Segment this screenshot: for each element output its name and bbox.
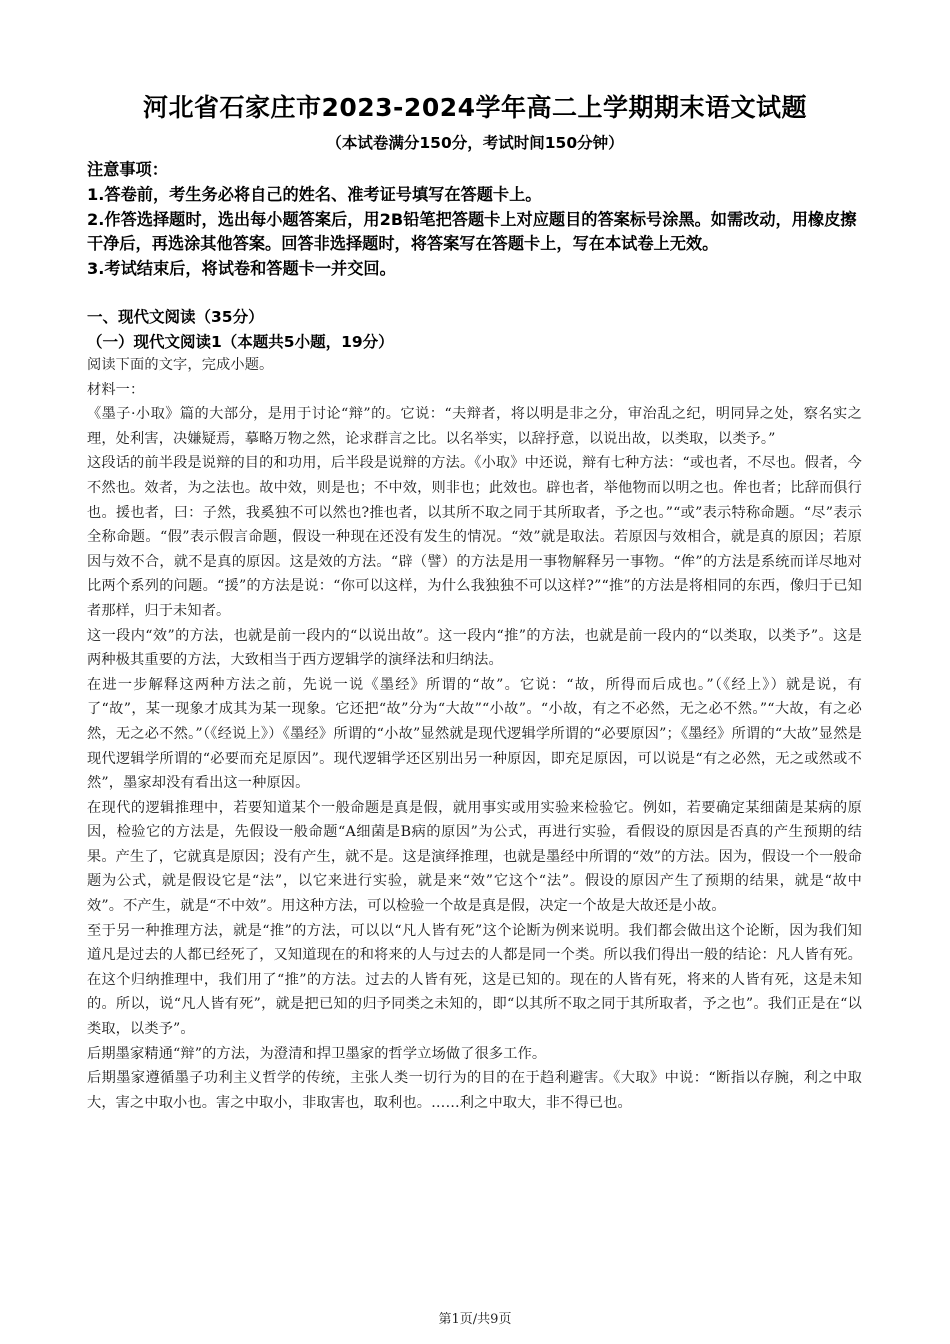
notes-item: 3.考试结束后，将试卷和答题卡一并交回。 (87, 259, 396, 279)
passage-paragraph: 至于另一种推理方法，就是“推”的方法，可以以“凡人皆有死”这个论断为例来说明。我们都会做出这个论断，因为我们知道凡是过去的人都已经死了，又知道现在的和将来的人与过去的人都是同一个类。所以我们得出一般的结论：凡人皆有死。在这个归纳推理中，我们用了“推”的方法。过去的人皆有死，这是已知的。现在的人皆有死，将来的人皆有死，这是未知的。所以，说“凡人皆有死”，就是把已知的归予同类之未知的，即“以其所不取之同于其所取者，予之也”。我们正是在“以类取，以类予”。 (87, 922, 862, 1038)
passage-paragraph: 后期墨家精通“辩”的方法，为澄清和捍卫墨家的哲学立场做了很多工作。 (87, 1045, 547, 1062)
material-label: 材料一： (87, 381, 145, 398)
exam-title: 河北省石家庄市2023-2024学年高二上学期期末语文试题 (142, 93, 808, 122)
passage-paragraph: 这段话的前半段是说辩的目的和功用，后半段是说辩的方法。《小取》中还说，辩有七种方法：“或也者，不尽也。假者，今不然也。效者，为之法也。故中效，则是也；不中效，则非也；此效也。辟也者，举他物而以明之也。侔也者；比辞而俱行也。援也者，曰：子然，我奚独不可以然也?推也者，以其所不取之同于其所取者，予之也。”“或”表示特称命题。“尽”表示全称命题。“假”表示假言命题，假设一种现在还没有发生的情况。“效”就是取法。若原因与效相合，就是真的原因；若原因与效不合，就不是真的原因。这是效的方法。“辟（譬）的方法是用一事物解释另一事物。“侔”的方法是系统而详尽地对比两个系列的问题。“援”的方法是说：“你可以这样，为什么我独独不可以这样?”“推”的方法是将相同的东西，像归于已知者那样，归于未知者。 (87, 455, 862, 619)
page-number: 第1页/共9页 (438, 1312, 512, 1327)
passage-paragraph: 在进一步解释这两种方法之前，先说一说《墨经》所谓的“故”。它说：“故，所得而后成也。”（《经上》）就是说，有了“故”，某一现象才成其为某一现象。它还把“故”分为“大故”“小故”。“小故，有之不必然，无之必不然。”“大故，有之必然，无之必不然。”（《经说上》）《墨经》所谓的“小故”显然就是现代逻辑学所谓的“必要原因”；《墨经》所谓的“大故”显然是现代逻辑学所谓的“必要而充足原因”。现代逻辑学还区别出另一种原因，即充足原因，可以说是“有之必然，无之或然或不然”，墨家却没有看出这一种原因。 (87, 676, 862, 792)
section-part-heading: 一、现代文阅读（35分） (87, 308, 264, 326)
section-sub-heading: （一）现代文阅读1（本题共5小题，19分） (87, 333, 394, 351)
exam-subtitle: （本试卷满分150分，考试时间150分钟） (326, 134, 624, 152)
notes-item: 2.作答选择题时，选出每小题答案后，用2B铅笔把答题卡上对应题目的答案标号涂黑。如需改动，用橡皮擦干净后，再选涂其他答案。回答非选择题时，将答案写在答题卡上，写在本试卷上无效。 (87, 209, 857, 254)
passage-paragraph: 《墨子·小取》篇的大部分，是用于讨论“辩”的。它说：“夫辩者，将以明是非之分，审治乱之纪，明同异之处，察名实之理，处利害，决嫌疑焉，摹略万物之然，论求群言之比。以名举实，以辞抒意，以说出故，以类取，以类予。” (87, 406, 862, 447)
notes-section (87, 158, 867, 282)
section-headings (87, 305, 867, 355)
reading-passage (87, 353, 862, 1115)
notes-heading: 注意事项： (87, 160, 168, 179)
passage-paragraph: 后期墨家遵循墨子功利主义哲学的传统，主张人类一切行为的目的在于趋利避害。《大取》中说：“断指以存腕，利之中取大，害之中取小也。害之中取小，非取害也，取利也。……利之中取大，非不得已也。 (87, 1070, 862, 1111)
passage-paragraph: 在现代的逻辑推理中，若要知道某个一般命题是真是假，就用事实或用实验来检验它。例如，若要确定某细菌是某病的原因，检验它的方法是，先假设一般命题“A细菌是B病的原因”为公式，再进行实验，看假设的原因是否真的产生预期的结果。产生了，它就真是原因；没有产生，就不是。这是演绎推理，也就是墨经中所谓的“效”的方法。因为，假设一个一般命题为公式，就是假设它是“法”，以它来进行实验，就是来“效”它这个“法”。假设的原因产生了预期的结果，就是“故中效”。不产生，就是“不中效”。用这种方法，可以检验一个故是真是假，决定一个故是大故还是小故。 (87, 799, 862, 915)
notes-item: 1.答卷前，考生务必将自己的姓名、准考证号填写在答题卡上。 (87, 184, 542, 204)
passage-paragraph: 这一段内“效”的方法，也就是前一段内的“以说出故”。这一段内“推”的方法，也就是前一段内的“以类取，以类予”。这是两种极其重要的方法，大致相当于西方逻辑学的演绎法和归纳法。 (87, 627, 862, 669)
reading-instruction: 阅读下面的文字，完成小题。 (87, 357, 274, 373)
